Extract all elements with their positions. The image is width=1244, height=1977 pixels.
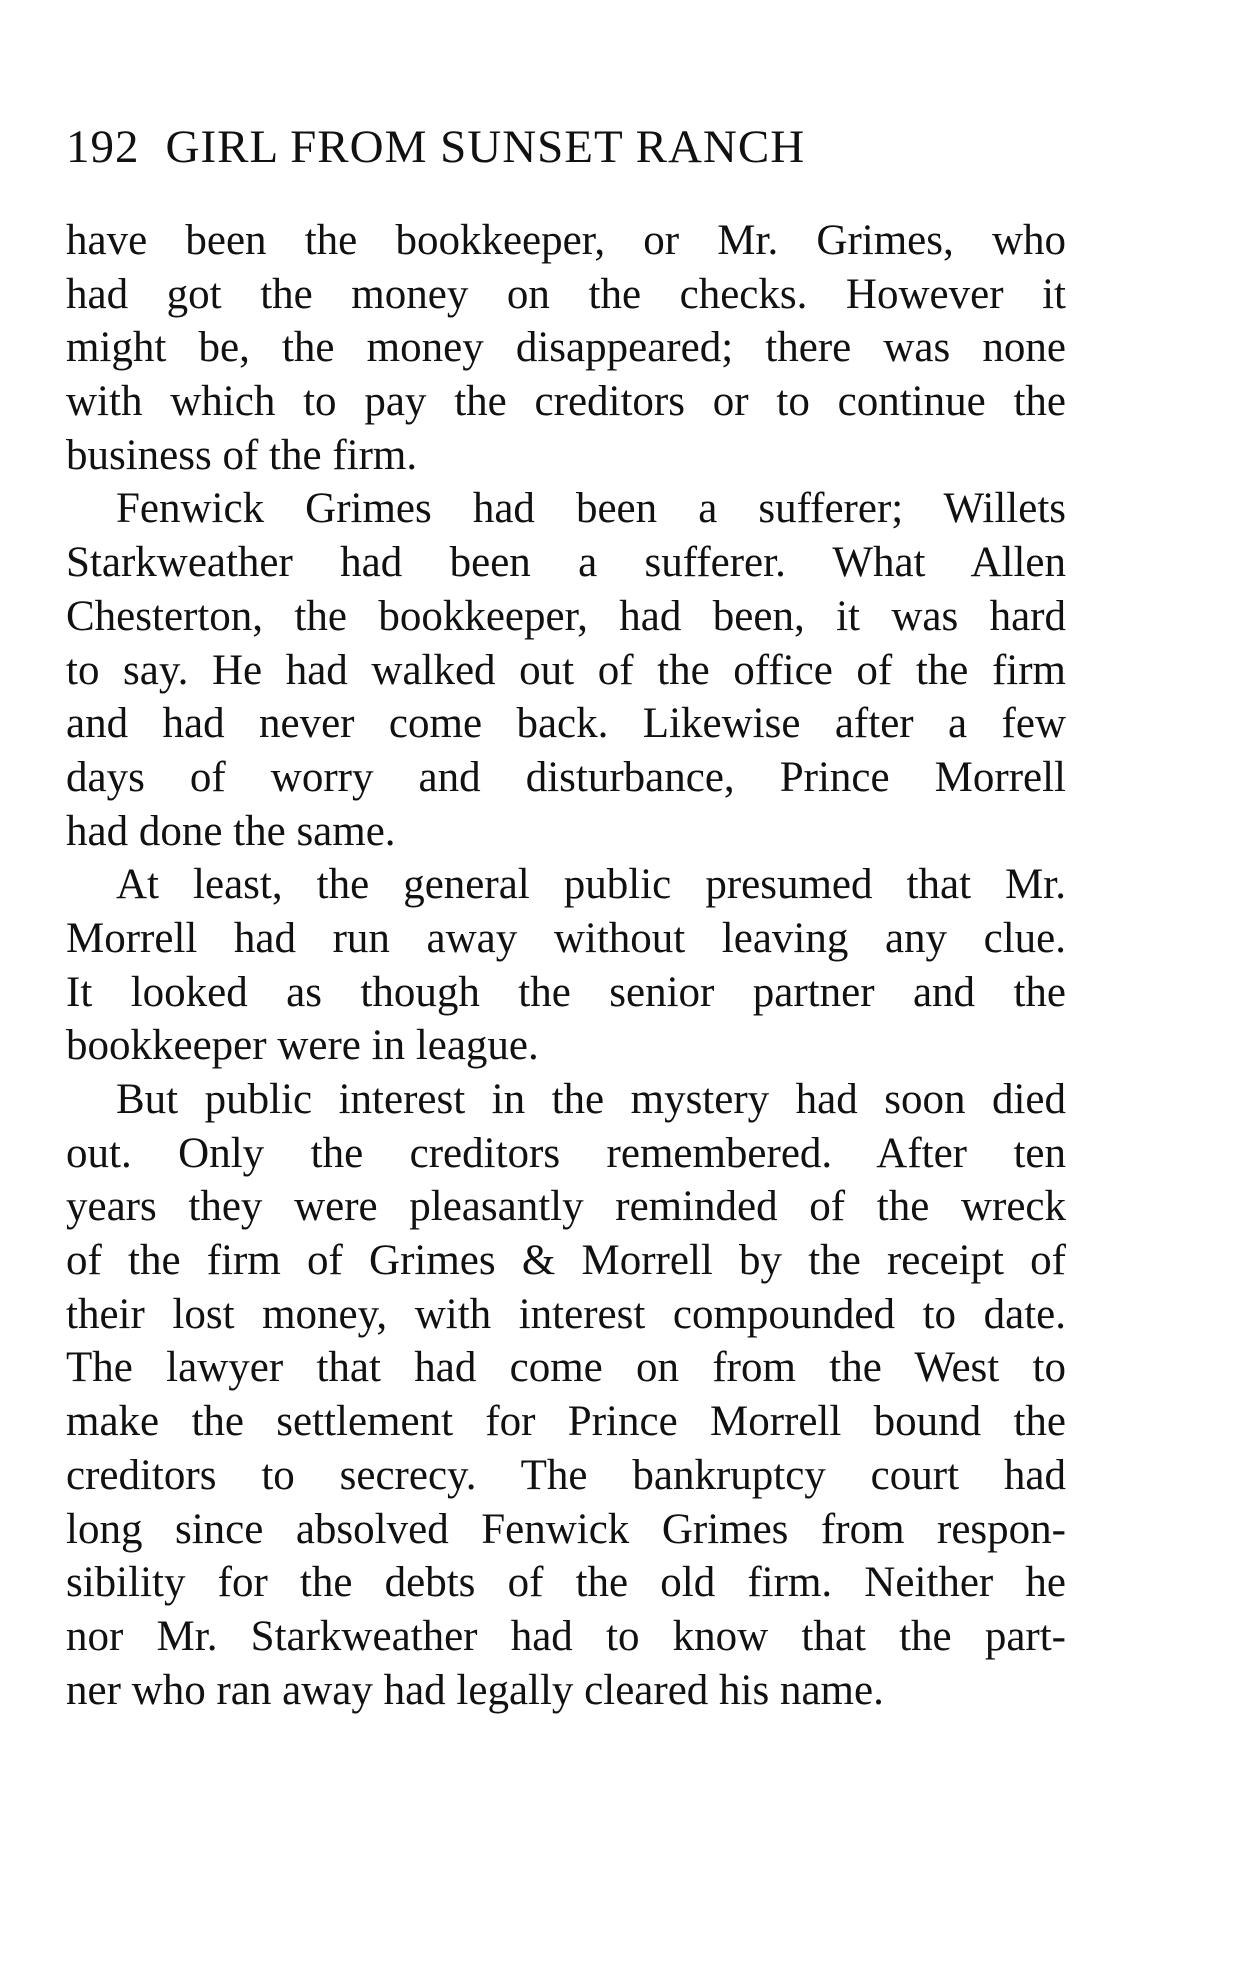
text-line: of the firm of Grimes & Morrell by the receipt of bbox=[66, 1237, 1066, 1285]
text-line: might be, the money disappeared; there was none bbox=[66, 324, 1066, 372]
text-line: At least, the general public presumed that Mr. bbox=[116, 861, 1066, 909]
text-line: had got the money on the checks. However it bbox=[66, 270, 1066, 318]
text-line: Morrell had run away without leaving any clue. bbox=[66, 914, 1066, 962]
page-number: 192 bbox=[66, 121, 140, 173]
text-line: have been the bookkeeper, or Mr. Grimes, who bbox=[66, 217, 1066, 264]
text-line: to say. He had walked out of the office of the firm bbox=[66, 646, 1066, 694]
body-text bbox=[66, 214, 1066, 1717]
text-line: The lawyer that had come on from the West to bbox=[66, 1344, 1066, 1392]
running-head bbox=[66, 112, 1066, 182]
text-line: bookkeeper were in league. bbox=[66, 1022, 539, 1070]
text-line: days of worry and disturbance, Prince Morrell bbox=[66, 753, 1066, 801]
text-line: make the settlement for Prince Morrell bound the bbox=[66, 1398, 1066, 1446]
text-line: years they were pleasantly reminded of the wreck bbox=[66, 1183, 1066, 1231]
text-line: had done the same. bbox=[66, 807, 396, 855]
text-line: sibility for the debts of the old firm. Neither he bbox=[66, 1559, 1066, 1607]
text-line: nor Mr. Starkweather had to know that the part- bbox=[66, 1612, 1066, 1660]
text-line: their lost money, with interest compounded to date. bbox=[66, 1290, 1066, 1338]
text-line: with which to pay the creditors or to continue the bbox=[66, 378, 1066, 426]
text-line: Fenwick Grimes had been a sufferer; Willets bbox=[116, 485, 1066, 533]
text-line: and had never come back. Likewise after a few bbox=[66, 700, 1066, 748]
text-line: Starkweather had been a sufferer. What Allen bbox=[66, 539, 1066, 587]
text-line: It looked as though the senior partner and the bbox=[66, 968, 1066, 1016]
text-line: long since absolved Fenwick Grimes from respon- bbox=[66, 1505, 1066, 1553]
text-line: business of the firm. bbox=[66, 431, 418, 479]
text-line: creditors to secrecy. The bankruptcy court had bbox=[66, 1451, 1066, 1499]
book-title: GIRL FROM SUNSET RANCH bbox=[165, 121, 806, 173]
text-line: Chesterton, the bookkeeper, had been, it was hard bbox=[66, 592, 1066, 640]
text-line: out. Only the creditors remembered. After ten bbox=[66, 1129, 1066, 1177]
text-line: But public interest in the mystery had soon died bbox=[116, 1076, 1066, 1123]
text-line: ner who ran away had legally cleared his name. bbox=[66, 1666, 884, 1714]
